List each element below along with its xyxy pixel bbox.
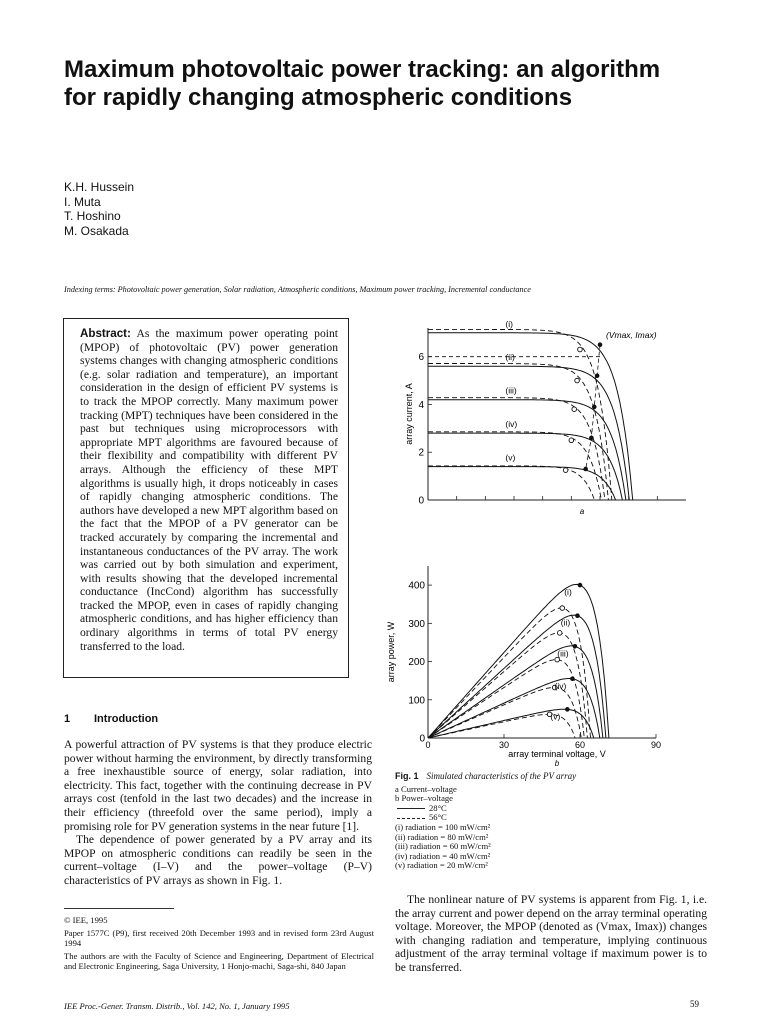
legend-56: 56°C bbox=[395, 813, 715, 823]
y-tick-label: 6 bbox=[418, 352, 424, 364]
y-tick-label: 4 bbox=[418, 399, 424, 411]
series-label: (ii) bbox=[505, 352, 515, 363]
radiation-item: (iv) radiation = 40 mW/cm² bbox=[395, 850, 491, 861]
body-paragraph: The nonlinear nature of PV systems is apparent from Fig. 1, i.e. the array current and power depend on the array terminal operating voltage. Moreover, the MPOP (denoted as (Vmax, Imax)) changes with changing radiation and temperature, implying continuous adjustment of the array terminal voltage if maximum power is to be transferred. bbox=[395, 893, 707, 974]
mpop-point-56 bbox=[572, 407, 577, 412]
iv-curve-28 bbox=[428, 333, 633, 500]
series-label: (v) bbox=[505, 452, 516, 463]
pv-curve-28 bbox=[428, 709, 594, 738]
x-axis-label: array terminal voltage, V bbox=[508, 749, 606, 759]
paper-history: Paper 1577C (P9), first received 20th December 1993 and in revised form 23rd August 1994 bbox=[64, 927, 374, 949]
y-tick-label: 0 bbox=[418, 495, 424, 507]
author-list bbox=[64, 180, 134, 238]
footnote-divider bbox=[64, 908, 174, 909]
mpop-point-28 bbox=[583, 467, 588, 472]
solid-line-icon bbox=[397, 808, 425, 809]
journal-footer: IEE Proc.-Gener. Transm. Distrib., Vol. 142, No. 1, January 1995 bbox=[64, 1001, 290, 1011]
mpop-point-28 bbox=[573, 644, 578, 649]
mpop-point-56 bbox=[557, 631, 562, 636]
radiation-item: (i) radiation = 100 mW/cm² bbox=[395, 821, 491, 832]
dashed-line-icon bbox=[397, 818, 425, 819]
caption-sub-a: a Current–voltage bbox=[395, 783, 457, 794]
chart-label: a bbox=[579, 507, 585, 516]
affiliation: The authors are with the Faculty of Science and Engineering, Department of Electrical and Electronic Engineering, Saga University, 1 Honjo-machi, Saga-shi, 840 Japan bbox=[64, 950, 374, 972]
copyright: © IEE, 1995 bbox=[64, 915, 108, 925]
author: M. Osakada bbox=[64, 223, 129, 238]
mpop-annotation: (Vmax, Imax) bbox=[606, 330, 657, 340]
legend-28: 28°C bbox=[395, 804, 715, 814]
abstract-text: As the maximum power operating point (MPOP) of photovoltaic (PV) power generation systems changes with changing atmospheric conditions (e.g. solar radiation and temperature), an important consideration in the design of efficient PV systems is to track the MPOP correctly. Many maximum power tracking (MPT) techniques have been considered in the past but techniques using microprocessors with appropriate MPT algorithms are favoured because of their flexibility and compatibility with different PV arrays. Although the efficiency of these MPT algorithms is usually high, it drops noticeably in cases of rapidly changing atmospheric conditions. The authors have developed a new MPT algorithm based on the fact that the MPOP of a PV generator can be tracked accurately by comparing the incremental and instantaneous conductances of the PV array. The work was carried out by both simulation and experiment, with results showing that the developed incremental conductance (IncCond) algorithm has successfully tracked the MPOP, even in cases of rapidly changing atmospheric conditions, and has higher efficiency than ordinary algorithms in terms of total PV energy transferred to the load. bbox=[80, 327, 339, 653]
y-tick-label: 200 bbox=[408, 657, 425, 669]
mpop-point-56 bbox=[569, 438, 574, 443]
x-tick-label: 0 bbox=[425, 740, 431, 750]
series-label: (iii) bbox=[557, 648, 569, 659]
mpop-point-28 bbox=[578, 583, 583, 588]
abstract-label: Abstract: bbox=[80, 327, 131, 340]
iv-curve-56 bbox=[428, 398, 605, 500]
mpop-point-28 bbox=[575, 613, 580, 618]
iv-curve-56 bbox=[428, 466, 595, 500]
paragraph: A powerful attraction of PV systems is that they produce electric power without harming the environment, by directly transforming a free inexhaustible source of energy, solar radiation, into electricity. This fact, together with the continuing decrease in PV arrays cost (tenfold in the last two decades) and the increase in their efficiency (threefold over the same period), imply a promising role for PV generation systems in the near future [1]. bbox=[64, 738, 372, 833]
series-label: (i) bbox=[505, 318, 513, 329]
x-tick-label: 90 bbox=[650, 740, 662, 750]
y-tick-label: 400 bbox=[408, 580, 425, 592]
radiation-item: (iii) radiation = 60 mW/cm² bbox=[395, 841, 491, 852]
series-label: (v) bbox=[550, 711, 561, 722]
indexing-terms: Indexing terms: Photovoltaic power generation, Solar radiation, Atmospheric conditions, Maximum power tracking, Incremental conductance bbox=[64, 285, 531, 294]
mpop-point-56 bbox=[563, 468, 568, 473]
mpop-point-28 bbox=[565, 707, 570, 712]
series-label: (iii) bbox=[505, 385, 517, 396]
mpop-point-28 bbox=[570, 676, 575, 681]
y-tick-label: 300 bbox=[408, 618, 425, 630]
mpop-point-56 bbox=[575, 378, 580, 383]
series-label: (i) bbox=[564, 587, 572, 598]
y-tick-label: 0 bbox=[419, 733, 425, 745]
figure-caption bbox=[395, 772, 715, 871]
figure-1 bbox=[378, 316, 708, 768]
radiation-item: (ii) radiation = 80 mW/cm² bbox=[395, 831, 489, 842]
iv-curve-28 bbox=[428, 467, 616, 500]
caption-sub-b: b Power–voltage bbox=[395, 793, 453, 804]
series-label: (iv) bbox=[554, 680, 567, 691]
figure-caption-text: Simulated characteristics of the PV array bbox=[426, 771, 577, 781]
author: T. Hoshino bbox=[64, 209, 121, 223]
author: K.H. Hussein bbox=[64, 180, 135, 194]
chart-power-voltage bbox=[386, 566, 661, 768]
section-heading bbox=[64, 713, 158, 725]
footnotes bbox=[64, 915, 374, 974]
y-axis-label: array power, W bbox=[386, 621, 396, 683]
mpop-point-56 bbox=[560, 606, 565, 611]
iv-curve-28 bbox=[428, 400, 626, 500]
pv-curve-56 bbox=[428, 660, 584, 738]
paragraph: The dependence of power generated by a PV array and its MPOP on atmospheric conditions can readily be seen in the current–voltage (I–V) and the power–voltage (P–V) characteristics of PV arrays as shown in Fig. 1. bbox=[64, 833, 372, 887]
section-number: 1 bbox=[64, 713, 71, 725]
page-number: 59 bbox=[690, 999, 699, 1009]
y-tick-label: 100 bbox=[408, 695, 425, 707]
mpop-point-56 bbox=[578, 347, 583, 352]
figure-label: Fig. 1 bbox=[395, 771, 419, 781]
section-title: Introduction bbox=[94, 713, 159, 725]
series-label: (ii) bbox=[560, 617, 571, 628]
iv-curve-56 bbox=[428, 329, 612, 500]
author: I. Muta bbox=[64, 194, 101, 209]
chart-current-voltage bbox=[404, 319, 686, 516]
chart-label: b bbox=[554, 759, 560, 768]
y-axis-label: array current, A bbox=[404, 383, 414, 445]
x-tick-label: 30 bbox=[498, 740, 510, 750]
x-tick-label: 60 bbox=[574, 740, 586, 750]
intro-text bbox=[64, 738, 372, 888]
radiation-item: (v) radiation = 20 mW/cm² bbox=[395, 860, 488, 871]
paper-title: Maximum photovoltaic power tracking: an algorithm for rapidly changing atmospheric conditions bbox=[64, 56, 661, 111]
series-label: (iv) bbox=[505, 419, 518, 430]
abstract-box bbox=[63, 318, 349, 678]
y-tick-label: 2 bbox=[418, 447, 424, 459]
